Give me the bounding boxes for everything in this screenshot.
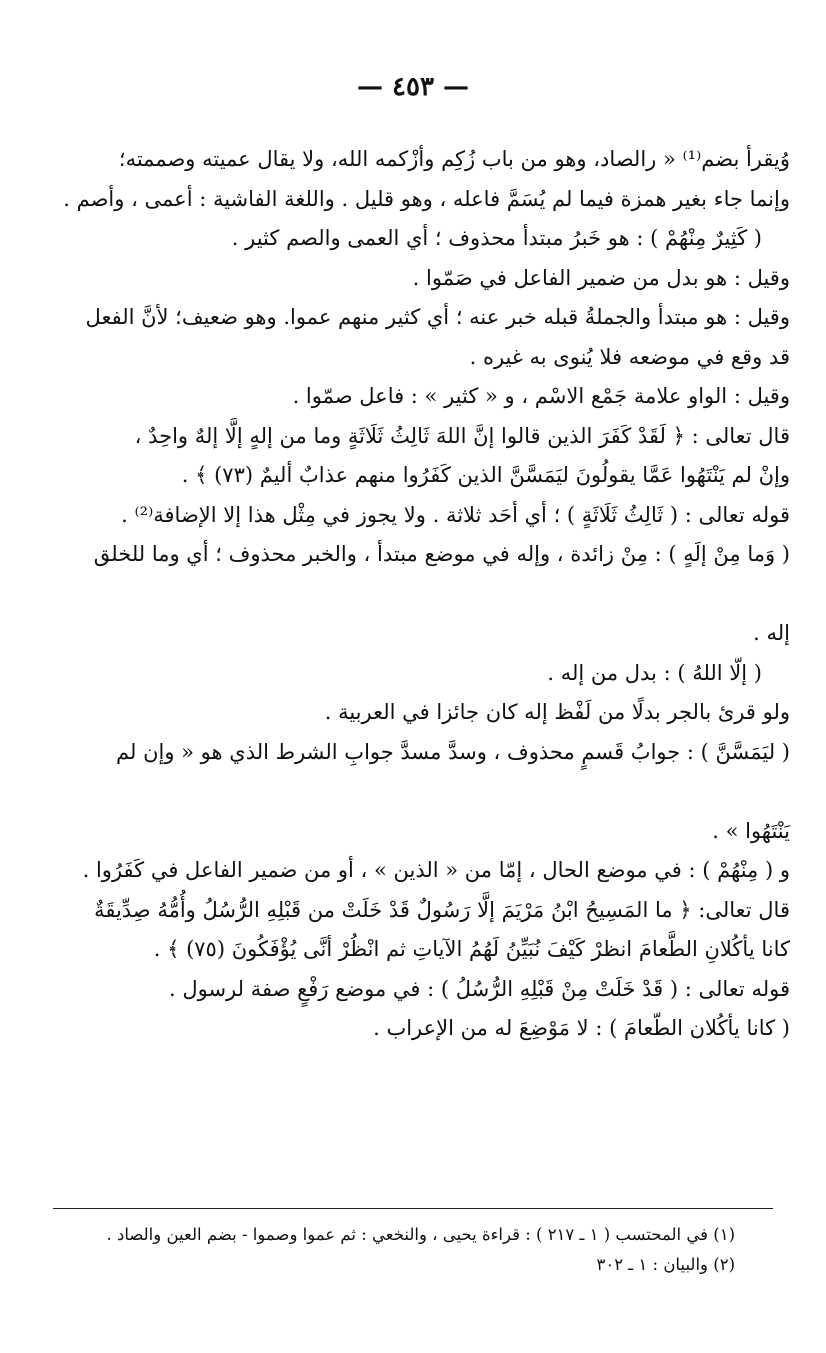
- text-line: ( ليَمَسَّنَّ ) : جوابُ قَسمٍ محذوف ، وسدَّ مسدَّ جوابِ الشرط الذي هو « وإن لم: [116, 739, 790, 764]
- text-line: قد وقع في موضعه فلا يُنوى به غيره .: [469, 344, 790, 369]
- text-line: ( كانا يأكُلان الطّعامَ ) : لا مَوْضِعَ له من الإعراب .: [373, 1016, 790, 1040]
- text-line: ( إلّا اللهُ ) : بدل من إله .: [547, 660, 762, 685]
- line-gap: [45, 772, 790, 812]
- footnotes: [45, 1220, 735, 1280]
- text-line: وُيقرأ بضم⁽¹⁾ « رالصاد، وهو من باب زُكِم وأزْكمه الله، ولا يقال عميته وصممته؛: [118, 147, 790, 171]
- text-line: وقيل : الواو علامة جَمْع الاسْم ، و « كثير » : فاعل صمّوا .: [292, 384, 790, 408]
- footnote-divider: [53, 1208, 773, 1209]
- quran-verse-line: قال تعالى: ﴿ ما المَسِيحُ ابْنُ مَرْيَمَ إلَّا رَسُولٌ قَدْ خَلَتْ من قَبْلِهِ الرُّسُلُ وأُمُّهُ صِدِّيقَةٌ: [94, 897, 790, 922]
- main-text: [45, 140, 790, 1049]
- line-gap: [45, 575, 790, 615]
- text-line: ( وَما مِنْ إلَهٍ ) : مِنْ زائدة ، وإله في موضع مبتدأ ، والخبر محذوف ؛ أي وما للخلق: [93, 542, 790, 566]
- text-line: وقيل : هو مبتدأ والجملةُ قبله خبر عنه ؛ أي كثير منهم عموا. وهو ضعيف؛ لأنَّ الفعل: [85, 305, 790, 329]
- text-line: قوله تعالى : ( قَدْ خَلَتْ مِنْ قَبْلِهِ الرُّسُلُ ) : في موضع رَفْعٍ صفة لرسول .: [169, 976, 790, 1001]
- footnote: (٢) والبيان : ١ ـ ٣٠٢: [596, 1255, 735, 1274]
- text-line: ولو قرئ بالجر بدلًا من لَفْظ إله كان جائزا في العربية .: [324, 700, 790, 724]
- quran-verse-line: قال تعالى : ﴿ لَقَدْ كَفَرَ الذين قالوا إنَّ اللهَ ثَالِثُ ثَلَاثَةٍ وما من إلهٍ إلَّا إلهٌ واحِدٌ ،: [134, 423, 790, 448]
- text-line: وقيل : هو بدل من ضمير الفاعل في صَمّوا .: [412, 265, 790, 290]
- page-number: — ٤٥٣ —: [356, 72, 470, 102]
- quran-verse-line: كانا يأكُلانِ الطَّعامَ انظرْ كَيْفَ نُبَيِّنُ لَهُمُ الآياتِ ثم انْظُرْ أنَّى يُؤْفَكُونَ (٧٥) ﴾ .: [153, 937, 790, 961]
- text-line: ( كَثِيرٌ مِنْهُمْ ) : هو خَبرُ مبتدأ محذوف ؛ أي العمى والصم كثير .: [231, 226, 762, 250]
- text-line: و ( مِنْهُمْ ) : في موضع الحال ، إمّا من « الذين » ، أو من ضمير الفاعل في كَفَرُوا .: [82, 858, 790, 882]
- text-line: إله .: [753, 621, 790, 645]
- text-line: قوله تعالى : ( ثَالِثُ ثَلَاثَةٍ ) ؛ أي أحَد ثلاثة . ولا يجوز في مِثْل هذا إلا الإضافة⁽²⁾ .: [121, 502, 790, 527]
- quran-verse-line: وإنْ لم يَنْتَهُوا عَمَّا يقولُونَ ليَمَسَّنَّ الذين كَفَرُوا منهم عذابٌ أليمٌ (٧٣) ﴾ .: [181, 463, 790, 487]
- text-line: يَنْتَهُوا » .: [712, 818, 790, 843]
- text-line: وإنما جاء بغير همزة فيما لم يُسَمَّ فاعله ، وهو قليل . واللغة الفاشية : أعمى ، وأصم .: [63, 186, 790, 211]
- footnote: (١) في المحتسب ( ١ ـ ٢١٧ ) : قراءة يحيى ، والنخعي : ثم عموا وصموا - بضم العين والصاد .: [106, 1225, 735, 1244]
